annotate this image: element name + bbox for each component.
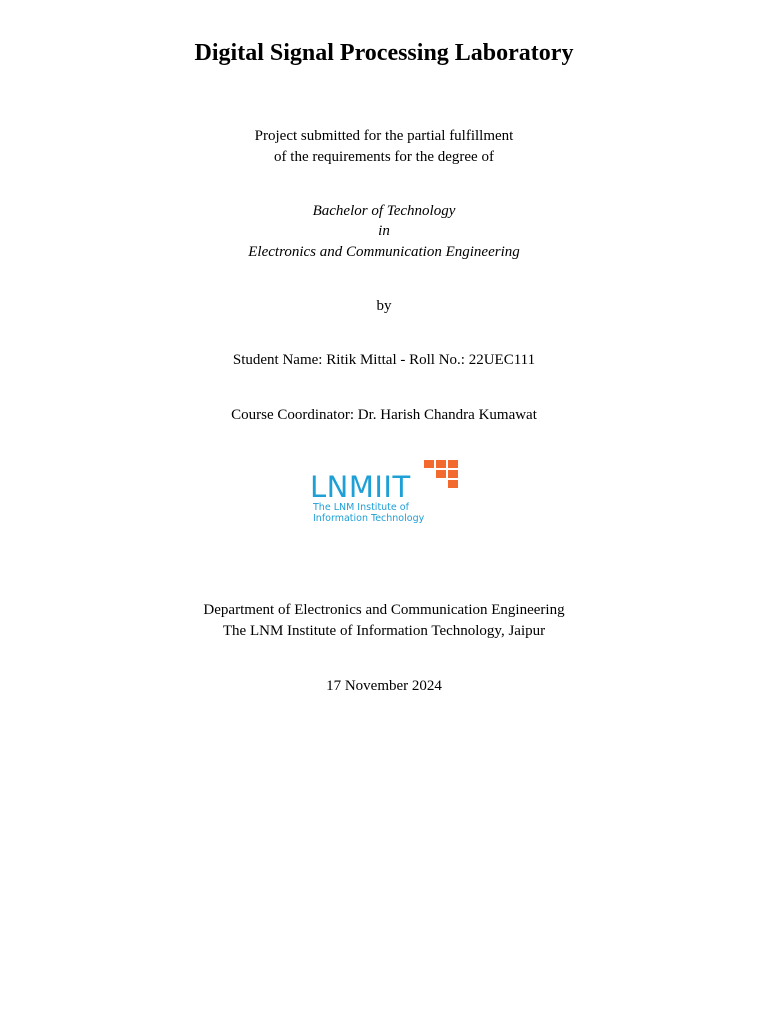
degree-branch: Electronics and Communication Engineering bbox=[248, 244, 520, 260]
submission-date: 17 November 2024 bbox=[326, 678, 442, 694]
institute-logo bbox=[310, 459, 460, 529]
document-title: Digital Signal Processing Laboratory bbox=[194, 40, 574, 66]
submission-line-2: of the requirements for the degree of bbox=[274, 149, 494, 165]
submission-line-1: Project submitted for the partial fulfillment bbox=[254, 128, 514, 144]
logo-tagline-line-2: Information Technology bbox=[313, 513, 425, 524]
degree-connector: in bbox=[378, 223, 390, 239]
degree-name: Bachelor of Technology bbox=[312, 203, 456, 219]
department-line-1: Department of Electronics and Communication Engineering bbox=[203, 602, 565, 618]
student-info: Student Name: Ritik Mittal - Roll No.: 22UEC111 bbox=[232, 352, 536, 368]
logo-tagline-line-1: The LNM Institute of bbox=[313, 502, 409, 513]
department-line-2: The LNM Institute of Information Technology, Jaipur bbox=[222, 623, 546, 639]
course-coordinator: Course Coordinator: Dr. Harish Chandra Kumawat bbox=[231, 407, 537, 423]
logo-grid-icon bbox=[424, 460, 460, 494]
logo-wordmark: LNMIIT bbox=[310, 470, 411, 504]
by-label: by bbox=[376, 298, 392, 314]
